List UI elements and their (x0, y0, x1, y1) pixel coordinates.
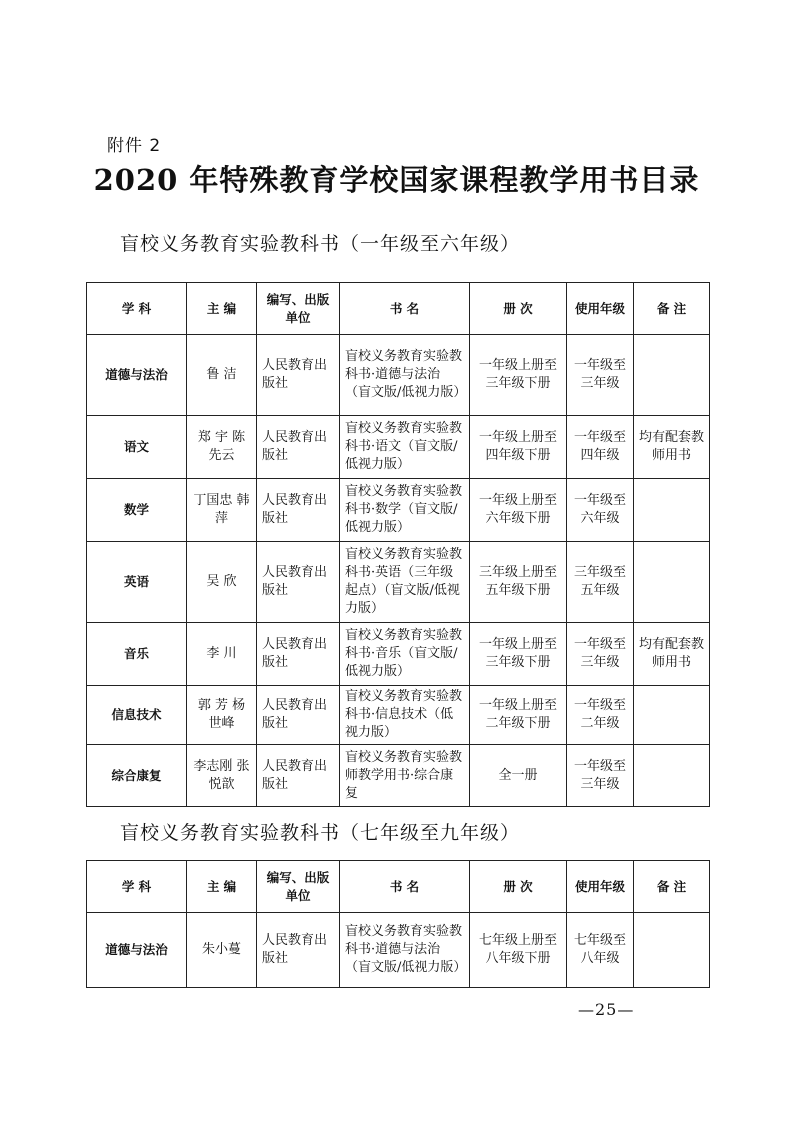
section-title-grades-7-9: 盲校义务教育实验教科书（七年级至九年级） (120, 822, 521, 844)
cell-note (634, 479, 710, 542)
cell-subject: 道德与法治 (87, 913, 187, 988)
page-number: —25— (578, 1000, 635, 1019)
cell-note: 均有配套教师用书 (634, 416, 710, 479)
document-title: 2020 年特殊教育学校国家课程教学用书目录 (93, 163, 700, 197)
cell-book-name: 盲校义务教育实验教科书·数学（盲文版/低视力版） (340, 479, 470, 542)
header-grade: 使用年级 (567, 283, 634, 335)
table-row (87, 686, 710, 745)
cell-grade: 一年级至四年级 (567, 416, 634, 479)
table-row (87, 416, 710, 479)
cell-publisher: 人民教育出版社 (257, 416, 340, 479)
cell-subject: 音乐 (87, 623, 187, 686)
header-book-name: 书 名 (340, 861, 470, 913)
cell-grade: 一年级至六年级 (567, 479, 634, 542)
cell-note (634, 542, 710, 623)
cell-note (634, 335, 710, 416)
cell-book-name: 盲校义务教育实验教师教学用书·综合康复 (340, 745, 470, 807)
section-title-grades-1-6: 盲校义务教育实验教科书（一年级至六年级） (120, 233, 521, 255)
header-volume: 册 次 (470, 283, 567, 335)
cell-book-name: 盲校义务教育实验教科书·音乐（盲文版/低视力版） (340, 623, 470, 686)
cell-editor: 郭 芳 杨世峰 (187, 686, 257, 745)
cell-note: 均有配套教师用书 (634, 623, 710, 686)
table-header-row (87, 283, 710, 335)
cell-book-name: 盲校义务教育实验教科书·道德与法治（盲文版/低视力版） (340, 913, 470, 988)
cell-grade: 一年级至二年级 (567, 686, 634, 745)
cell-publisher: 人民教育出版社 (257, 542, 340, 623)
cell-book-name: 盲校义务教育实验教科书·信息技术（低视力版） (340, 686, 470, 745)
table-row (87, 623, 710, 686)
cell-volume: 一年级上册至三年级下册 (470, 623, 567, 686)
cell-editor: 朱小蔓 (187, 913, 257, 988)
attachment-label: 附件 2 (107, 136, 162, 156)
cell-subject: 综合康复 (87, 745, 187, 807)
cell-editor: 李 川 (187, 623, 257, 686)
header-grade: 使用年级 (567, 861, 634, 913)
header-volume: 册 次 (470, 861, 567, 913)
table-row (87, 335, 710, 416)
cell-grade: 七年级至八年级 (567, 913, 634, 988)
cell-subject: 数学 (87, 479, 187, 542)
cell-book-name: 盲校义务教育实验教科书·语文（盲文版/低视力版） (340, 416, 470, 479)
cell-grade: 一年级至三年级 (567, 623, 634, 686)
cell-volume: 一年级上册至二年级下册 (470, 686, 567, 745)
cell-subject: 道德与法治 (87, 335, 187, 416)
header-editor: 主 编 (187, 861, 257, 913)
cell-grade: 一年级至三年级 (567, 335, 634, 416)
cell-book-name: 盲校义务教育实验教科书·道德与法治（盲文版/低视力版） (340, 335, 470, 416)
cell-grade: 三年级至五年级 (567, 542, 634, 623)
table-row (87, 913, 710, 988)
cell-note (634, 686, 710, 745)
table-header-row (87, 861, 710, 913)
cell-publisher: 人民教育出版社 (257, 913, 340, 988)
cell-note (634, 913, 710, 988)
cell-note (634, 745, 710, 807)
header-book-name: 书 名 (340, 283, 470, 335)
cell-editor: 郑 宇 陈先云 (187, 416, 257, 479)
cell-book-name: 盲校义务教育实验教科书·英语（三年级起点）（盲文版/低视力版） (340, 542, 470, 623)
cell-publisher: 人民教育出版社 (257, 623, 340, 686)
cell-volume: 七年级上册至八年级下册 (470, 913, 567, 988)
cell-volume: 一年级上册至三年级下册 (470, 335, 567, 416)
header-subject: 学 科 (87, 861, 187, 913)
table-row (87, 479, 710, 542)
cell-publisher: 人民教育出版社 (257, 479, 340, 542)
cell-subject: 信息技术 (87, 686, 187, 745)
header-publisher: 编写、出版单位 (257, 283, 340, 335)
cell-editor: 吴 欣 (187, 542, 257, 623)
cell-subject: 语文 (87, 416, 187, 479)
header-editor: 主 编 (187, 283, 257, 335)
cell-editor: 鲁 洁 (187, 335, 257, 416)
cell-editor: 李志刚 张悦歆 (187, 745, 257, 807)
table-row (87, 542, 710, 623)
textbook-table-grades-7-9 (86, 860, 710, 988)
cell-volume: 三年级上册至五年级下册 (470, 542, 567, 623)
textbook-table-grades-1-6 (86, 282, 710, 807)
cell-publisher: 人民教育出版社 (257, 335, 340, 416)
cell-volume: 全一册 (470, 745, 567, 807)
cell-grade: 一年级至三年级 (567, 745, 634, 807)
cell-subject: 英语 (87, 542, 187, 623)
header-subject: 学 科 (87, 283, 187, 335)
cell-publisher: 人民教育出版社 (257, 686, 340, 745)
header-note: 备 注 (634, 283, 710, 335)
cell-editor: 丁国忠 韩 萍 (187, 479, 257, 542)
cell-publisher: 人民教育出版社 (257, 745, 340, 807)
table-row (87, 745, 710, 807)
cell-volume: 一年级上册至四年级下册 (470, 416, 567, 479)
header-note: 备 注 (634, 861, 710, 913)
header-publisher: 编写、出版单位 (257, 861, 340, 913)
cell-volume: 一年级上册至六年级下册 (470, 479, 567, 542)
